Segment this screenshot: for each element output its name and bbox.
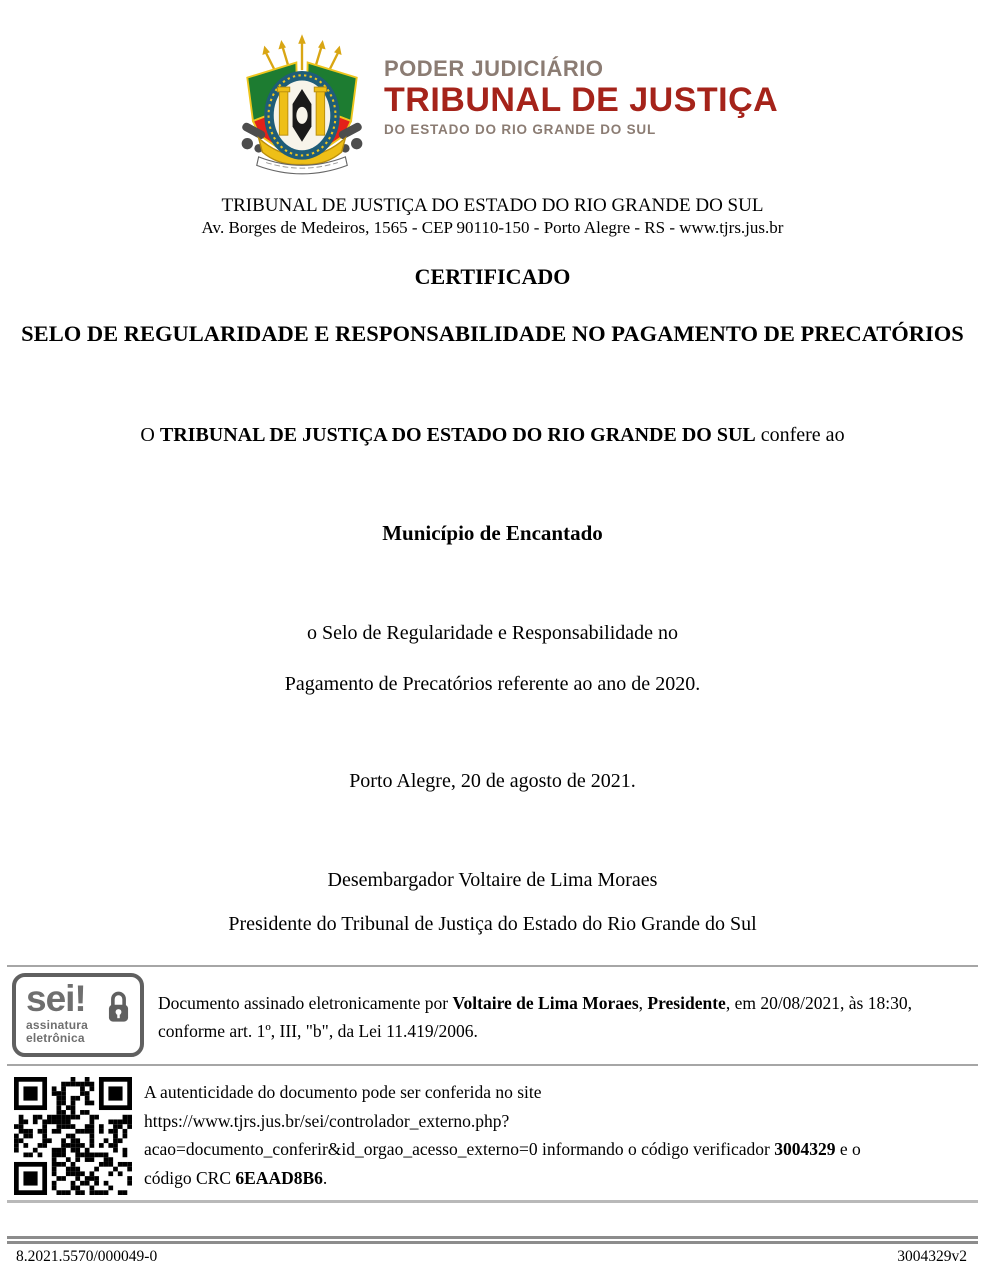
sei-caption-1: assinatura: [26, 1018, 89, 1032]
verification-line3-part1: acao=documento_conferir&id_orgao_acesso_externo=0 informando o código verificador: [144, 1139, 775, 1159]
grant-suffix: confere ao: [755, 424, 845, 446]
rio-grande-do-sul-coat-of-arms-icon: [236, 33, 368, 177]
verification-text: [144, 1076, 861, 1192]
sei-logo-text: sei!: [26, 978, 86, 1019]
header-estado-rs: DO ESTADO DO RIO GRANDE DO SUL: [384, 122, 657, 137]
court-address: [0, 195, 985, 238]
divider-above-verification: [7, 1064, 978, 1066]
footer: [16, 1248, 967, 1266]
header-tribunal-de-justica: TRIBUNAL DE JUSTIÇA: [384, 81, 779, 119]
date-line: Porto Alegre, 20 de agosto de 2021.: [349, 770, 636, 792]
crc-label: código CRC: [144, 1167, 236, 1188]
qr-code: [14, 1076, 132, 1196]
sei-badge: [12, 973, 144, 1057]
body-line-2: Pagamento de Precatórios referente ao ano de 2020.: [284, 673, 701, 695]
court-name-line: TRIBUNAL DE JUSTIÇA DO ESTADO DO RIO GRANDE DO SUL: [221, 195, 764, 216]
body-line-1: o Selo de Regularidade e Responsabilidade no: [306, 622, 678, 644]
verification-url: https://www.tjrs.jus.br/sei/controlador_externo.php?: [144, 1110, 510, 1131]
header: [236, 33, 985, 177]
grant-prefix: O: [140, 424, 160, 446]
court-address-line: Av. Borges de Medeiros, 1565 - CEP 90110-150 - Porto Alegre - RS - www.tjrs.jus.br: [201, 218, 784, 237]
signature-separator: ,: [638, 993, 648, 1013]
padlock-icon: [105, 990, 132, 1030]
signature-signer-role: Presidente: [647, 993, 726, 1013]
divider-below-verification: [7, 1200, 978, 1203]
signer-title: Presidente do Tribunal de Justiça do Estado do Rio Grande do Sul: [228, 913, 757, 935]
signature-statement-part1: Documento assinado eletronicamente por: [158, 993, 453, 1013]
crc-period: .: [322, 1167, 328, 1188]
crc-code: 6EAAD8B6: [235, 1167, 323, 1188]
signature-statement-part2: , em 20/08/2021, às 18:30, conforme art. 1º, III, "b", da Lei 11.419/2006.: [158, 993, 912, 1041]
verification-line-1: A autenticidade do documento pode ser conferida no site: [144, 1082, 542, 1102]
document-subtitle: SELO DE REGULARIDADE E RESPONSABILIDADE NO PAGAMENTO DE PRECATÓRIOS: [21, 321, 964, 346]
header-wordmark: [384, 33, 778, 138]
signer-name: Desembargador Voltaire de Lima Moraes: [327, 869, 658, 891]
divider-above-signature: [7, 965, 978, 967]
verification-block: [14, 1076, 975, 1196]
recipient-name: Município de Encantado: [382, 521, 603, 545]
sei-caption-2: eletrônica: [26, 1030, 85, 1045]
grant-line: [0, 424, 985, 447]
signature-signer-name: Voltaire de Lima Moraes: [452, 993, 639, 1013]
electronic-signature-block: [12, 973, 975, 1057]
signature-statement: [158, 973, 975, 1045]
footer-double-rule: [7, 1236, 978, 1244]
verification-line3-part2: e o: [835, 1139, 861, 1159]
verifier-code: 3004329: [774, 1139, 836, 1159]
footer-process-number: 8.2021.5570/000049-0: [16, 1248, 158, 1265]
document-title: CERTIFICADO: [414, 264, 571, 289]
verification-line-3: [144, 1135, 861, 1164]
header-poder-judiciario: PODER JUDICIÁRIO: [384, 56, 604, 81]
footer-document-version: 3004329v2: [897, 1248, 967, 1265]
verification-line-4: [144, 1164, 861, 1193]
grant-court-name: TRIBUNAL DE JUSTIÇA DO ESTADO DO RIO GRANDE DO SUL: [159, 424, 756, 446]
